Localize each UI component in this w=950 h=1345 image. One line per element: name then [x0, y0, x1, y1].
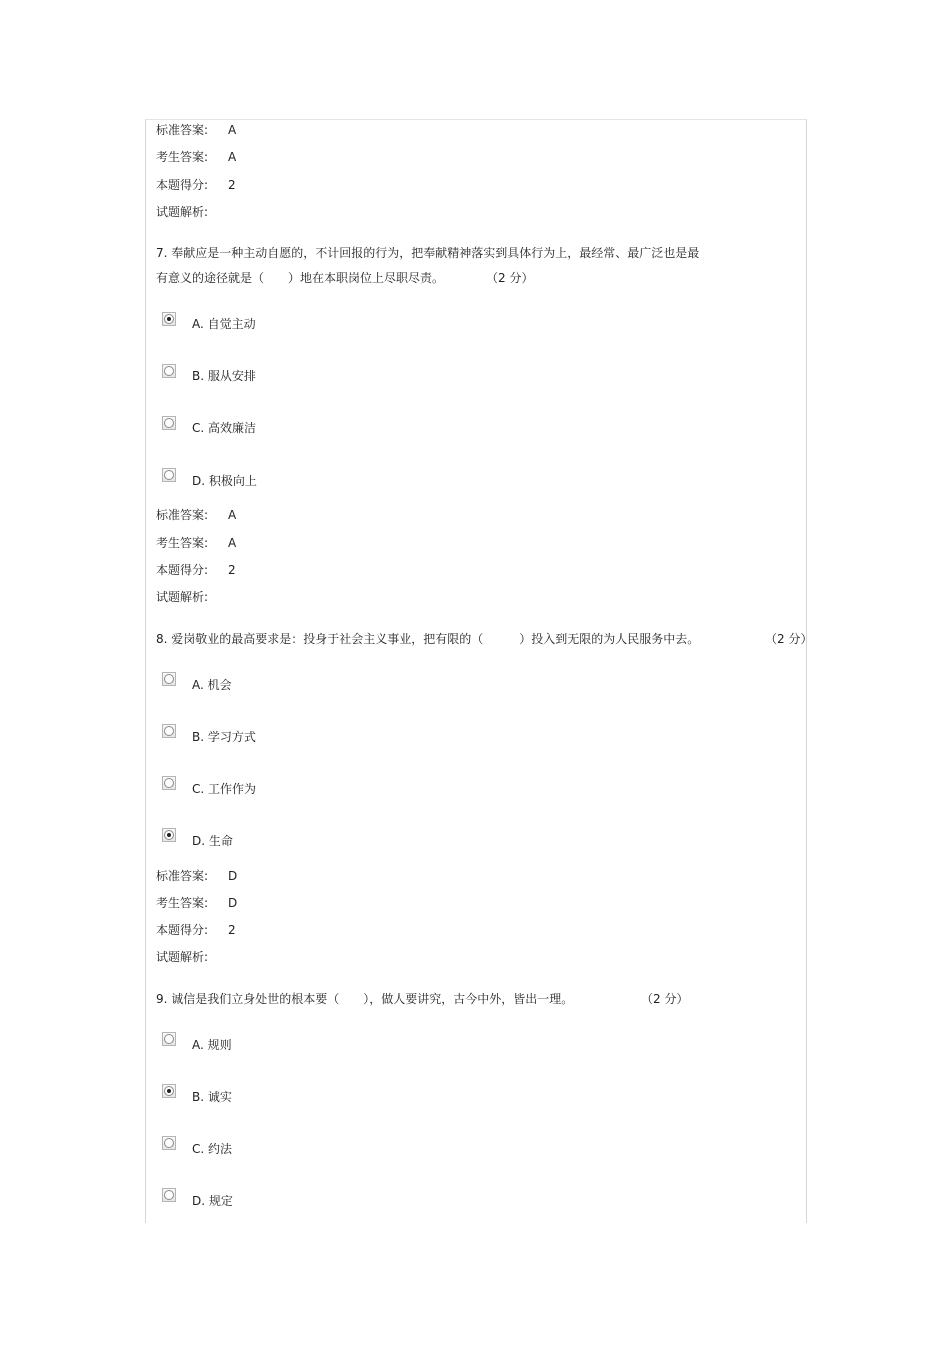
q9-option-d-label[interactable]: D. 规定	[192, 1194, 233, 1208]
q7-option-c-label[interactable]: C. 高效廉洁	[192, 421, 257, 435]
radio-ring-icon	[164, 1190, 174, 1200]
question-9-text: 9. 诚信是我们立身处世的根本要（ ），做人要讲究，古今中外，皆出一理。	[156, 992, 574, 1006]
radio-ring-icon	[164, 1086, 174, 1096]
q8-option-c-label[interactable]: C. 工作作为	[192, 782, 257, 796]
standard-answer-value: A	[228, 508, 237, 522]
q8-option-b-radio[interactable]	[162, 724, 176, 738]
question-8-text: 8. 爱岗敬业的最高要求是：投身于社会主义事业，把有限的（ ）投入到无限的为人民服务中去。	[156, 632, 700, 646]
question-8-points: （2 分）	[765, 632, 813, 646]
q7-option-c-radio[interactable]	[162, 416, 176, 430]
q7-option-b-label[interactable]: B. 服从安排	[192, 369, 256, 383]
q9-option-b-radio[interactable]	[162, 1084, 176, 1098]
question-7-text-line2: 有意义的途径就是（ ）地在本职岗位上尽职尽责。	[156, 271, 445, 285]
student-answer-label: 考生答案:	[156, 150, 209, 164]
student-answer-value: A	[228, 150, 237, 164]
student-answer-label: 考生答案:	[156, 896, 209, 910]
analysis-label: 试题解析:	[156, 590, 209, 604]
q8-option-c-radio[interactable]	[162, 776, 176, 790]
student-answer-value: D	[228, 896, 238, 910]
radio-ring-icon	[164, 830, 174, 840]
q9-option-b-label[interactable]: B. 诚实	[192, 1090, 232, 1104]
score-label: 本题得分:	[156, 923, 209, 937]
radio-selected-dot-icon	[167, 317, 171, 321]
q8-option-a-label[interactable]: A. 机会	[192, 678, 232, 692]
standard-answer-value: A	[228, 123, 237, 137]
q7-option-a-label[interactable]: A. 自觉主动	[192, 317, 256, 331]
question-9-points: （2 分）	[641, 992, 689, 1006]
q9-option-c-radio[interactable]	[162, 1136, 176, 1150]
q9-option-c-label[interactable]: C. 约法	[192, 1142, 233, 1156]
radio-ring-icon	[164, 418, 174, 428]
radio-ring-icon	[164, 674, 174, 684]
q8-option-a-radio[interactable]	[162, 672, 176, 686]
standard-answer-label: 标准答案:	[156, 508, 209, 522]
radio-ring-icon	[164, 726, 174, 736]
student-answer-label: 考生答案:	[156, 536, 209, 550]
q9-option-a-label[interactable]: A. 规则	[192, 1038, 232, 1052]
analysis-label: 试题解析:	[156, 205, 209, 219]
radio-ring-icon	[164, 1138, 174, 1148]
score-label: 本题得分:	[156, 178, 209, 192]
score-label: 本题得分:	[156, 563, 209, 577]
question-7-points: （2 分）	[486, 271, 534, 285]
q7-option-d-radio[interactable]	[162, 468, 176, 482]
standard-answer-value: D	[228, 869, 238, 883]
radio-ring-icon	[164, 470, 174, 480]
radio-ring-icon	[164, 366, 174, 376]
radio-ring-icon	[164, 314, 174, 324]
q8-option-d-radio[interactable]	[162, 828, 176, 842]
score-value: 2	[228, 563, 236, 577]
standard-answer-label: 标准答案:	[156, 123, 209, 137]
analysis-label: 试题解析:	[156, 950, 209, 964]
q7-option-d-label[interactable]: D. 积极向上	[192, 474, 257, 488]
score-value: 2	[228, 923, 236, 937]
q9-option-d-radio[interactable]	[162, 1188, 176, 1202]
radio-ring-icon	[164, 1034, 174, 1044]
q7-option-a-radio[interactable]	[162, 312, 176, 326]
score-value: 2	[228, 178, 236, 192]
radio-selected-dot-icon	[167, 833, 171, 837]
q8-option-b-label[interactable]: B. 学习方式	[192, 730, 256, 744]
standard-answer-label: 标准答案:	[156, 869, 209, 883]
q9-option-a-radio[interactable]	[162, 1032, 176, 1046]
radio-ring-icon	[164, 778, 174, 788]
question-7-text-line1: 7. 奉献应是一种主动自愿的，不计回报的行为，把奉献精神落实到具体行为上，最经常、最广泛也是最	[156, 246, 700, 260]
q7-option-b-radio[interactable]	[162, 364, 176, 378]
student-answer-value: A	[228, 536, 237, 550]
q8-option-d-label[interactable]: D. 生命	[192, 834, 233, 848]
radio-selected-dot-icon	[167, 1089, 171, 1093]
